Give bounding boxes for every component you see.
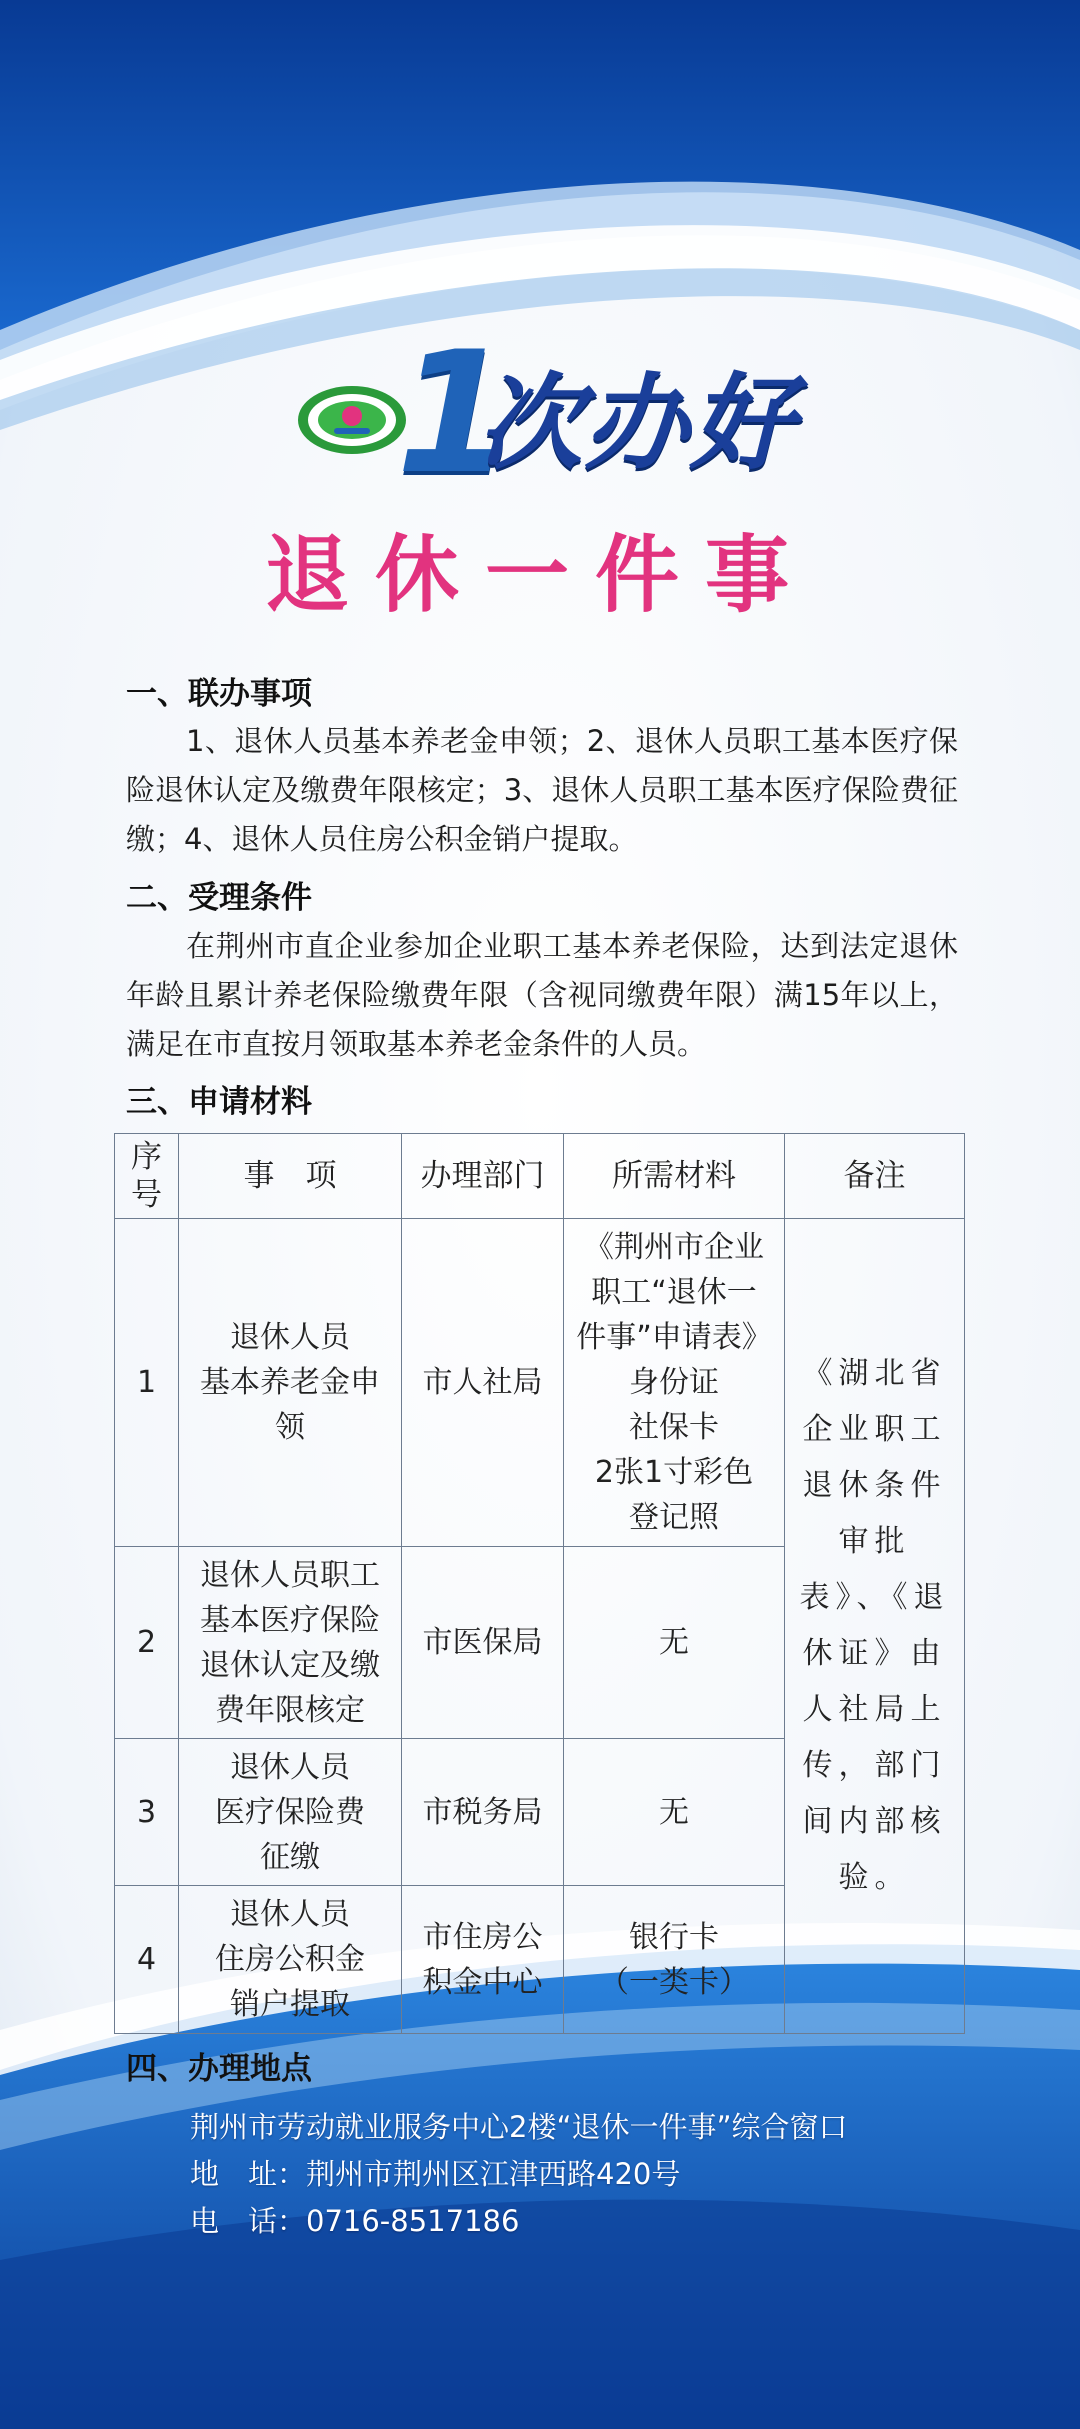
section-heading-location: 四、办理地点	[126, 2051, 312, 2087]
row-item-line: 退休人员	[230, 1897, 350, 1932]
row-materials-line: 登记照	[629, 1500, 719, 1535]
logo-number: 1	[396, 315, 513, 511]
row-dept-line: 市人社局	[422, 1365, 543, 1400]
row-dept	[402, 1739, 564, 1886]
row-item-line: 退休认定及缴	[200, 1647, 380, 1683]
table-row	[115, 1219, 965, 1547]
row-item-line: 退休人员	[230, 1320, 350, 1355]
row-no: 3	[115, 1739, 179, 1886]
row-materials-line: （一类卡）	[599, 1964, 749, 2000]
row-dept-line: 积金中心	[422, 1964, 543, 2000]
logo	[296, 315, 797, 511]
section-heading-joint-items: 一、联办事项	[126, 676, 312, 712]
row-item	[179, 1886, 402, 2034]
section-text-conditions: 在荆州市直企业参加企业职工基本养老保险，达到法定退休年龄且累计养老保险缴费年限（含视同缴费年限）满15年以上，满足在市直按月领取基本养老金条件的人员。	[126, 929, 958, 1061]
row-no: 2	[115, 1547, 179, 1739]
row-item-line: 退休人员	[230, 1749, 350, 1785]
row-materials	[564, 1219, 785, 1547]
page-title: 退休一件事	[264, 526, 815, 624]
row-materials-line: 职工“退休一	[591, 1275, 757, 1310]
row-item-line: 销户提取	[230, 1987, 350, 2022]
row-materials-line: 2张1寸彩色	[594, 1455, 754, 1490]
row-dept	[402, 1547, 564, 1739]
header-dept: 办理部门	[402, 1134, 564, 1219]
row-item-line: 领	[275, 1410, 305, 1445]
location-window: 荆州市劳动就业服务中心2楼“退休一件事”综合窗口	[190, 2110, 848, 2144]
row-item-line: 基本医疗保险	[200, 1602, 380, 1638]
row-materials-line: 无	[659, 1625, 689, 1660]
row-item-line: 基本养老金申	[200, 1365, 380, 1400]
row-item	[179, 1547, 402, 1739]
table-header-row	[115, 1134, 965, 1219]
row-item-line: 征缴	[260, 1839, 320, 1875]
row-materials	[564, 1739, 785, 1886]
row-dept-line: 市税务局	[422, 1794, 543, 1830]
row-materials	[564, 1547, 785, 1739]
row-no: 1	[115, 1219, 179, 1547]
header-note: 备注	[785, 1134, 965, 1219]
row-materials-line: 件事”申请表》	[576, 1320, 772, 1355]
row-dept	[402, 1886, 564, 2034]
row-dept-line: 市住房公	[422, 1919, 543, 1955]
row-dept	[402, 1219, 564, 1547]
location-address: 地 址：荆州市荆州区江津西路420号	[190, 2157, 681, 2191]
materials-table	[114, 1133, 965, 2034]
row-dept-line: 市医保局	[422, 1625, 543, 1660]
row-item	[179, 1219, 402, 1547]
header-materials: 所需材料	[564, 1134, 785, 1219]
logo-slogan: 次办好	[478, 362, 797, 484]
row-no: 4	[115, 1886, 179, 2034]
row-materials-line: 无	[659, 1794, 689, 1830]
row-materials-line: 银行卡	[629, 1919, 719, 1955]
row-item-line: 医疗保险费	[215, 1794, 365, 1830]
header-no: 序 号	[115, 1134, 179, 1219]
emblem-icon	[296, 384, 408, 456]
location-phone: 电 话：0716-8517186	[190, 2204, 520, 2238]
row-item-line: 住房公积金	[215, 1942, 365, 1977]
row-item	[179, 1739, 402, 1886]
row-materials-line: 身份证	[629, 1365, 719, 1400]
row-item-line: 退休人员职工	[200, 1557, 380, 1593]
row-item-line: 费年限核定	[215, 1692, 365, 1728]
row-materials-line: 《荆州市企业	[584, 1230, 764, 1265]
row-materials	[564, 1886, 785, 2034]
section-heading-conditions: 二、受理条件	[126, 880, 312, 916]
row-materials-line: 社保卡	[629, 1410, 719, 1445]
header-item: 事 项	[179, 1134, 402, 1219]
section-heading-materials: 三、申请材料	[126, 1084, 312, 1120]
section-text-joint-items: 1、退休人员基本养老金申领；2、退休人员职工基本医疗保险退休认定及缴费年限核定；3、退休人员职工基本医疗保险费征缴；4、退休人员住房公积金销户提取。	[126, 724, 958, 856]
note-cell: 《湖北省企业职工退休条件审批表》、《退休证》由人社局上传，部门间内部核验。	[785, 1219, 965, 2034]
